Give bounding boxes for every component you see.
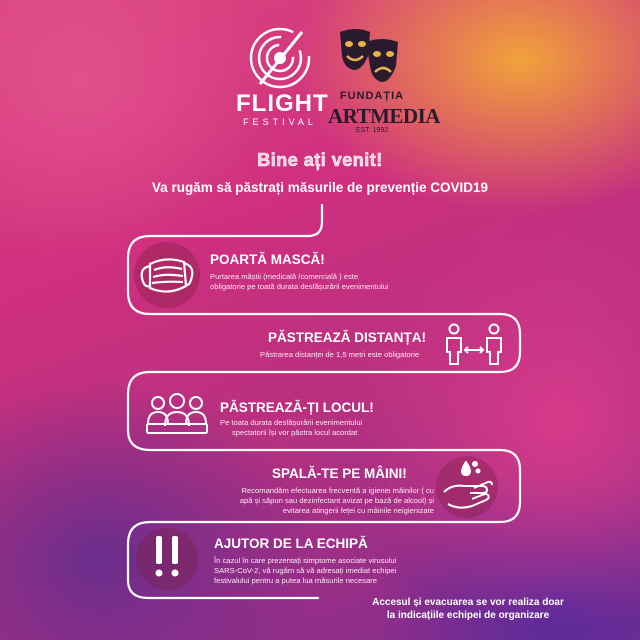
rule-text-line: obligatorie pe toată durata desfășurării evenimentului: [210, 282, 389, 291]
flight-logo-sub: FESTIVAL: [243, 117, 317, 127]
rule-title-mask: POARTĂ MASCĂ!: [210, 252, 325, 267]
artmedia-fund-text: FUNDAȚIA: [339, 90, 405, 102]
rule-title-seat: PĂSTREAZĂ-ȚI LOCUL!: [220, 400, 374, 415]
rule-text-mask: [210, 272, 389, 292]
rule-text-line: În cazul în care prezentați simptome asociate virusului: [214, 556, 397, 565]
footer-line-1: Accesul și evacuarea se vor realiza doar: [372, 597, 564, 608]
rule-text-line: Păstrarea distanței de 1,5 metri este obligatorie: [260, 350, 420, 359]
rule-text-line: evitarea atingerii feței cu mâinile neigienizate: [282, 506, 434, 515]
rule-text-line: SARS-CoV-2, vă rugăm să vă adresați imediat echipei: [214, 566, 397, 575]
welcome-title: Bine ați venit!: [257, 150, 383, 170]
rule-text-line: apă și săpun sau dezinfectant avizat pe bază de alcool) și: [239, 496, 434, 505]
distance-icon: [440, 322, 508, 366]
hand-wash-icon: [438, 458, 496, 516]
rule-text-distance: [260, 350, 419, 360]
rule-text-line: Purtarea măștii (medicală /comercială ) este: [210, 272, 359, 281]
covid-subtitle: Va rugăm să păstrați măsurile de prevenție COVID19: [151, 180, 489, 195]
alert-icon: [150, 534, 186, 580]
audience-icon: [146, 392, 208, 436]
rule-text-seat: [220, 418, 362, 438]
artmedia-est: EST. 1992: [355, 127, 389, 134]
flight-logo-word: FLIGHT: [236, 90, 329, 117]
footer-line-2: la indicațiile echipei de organizare: [386, 610, 550, 621]
rule-title-distance: PĂSTREAZĂ DISTANȚA!: [268, 330, 426, 345]
rule-text-line: Recomandăm efectuarea frecventă a igienei mâinilor ( cu: [241, 486, 434, 495]
rule-text-line: spectatorii își vor păstra locul acordat: [232, 428, 358, 437]
rule-title-hands: SPALĂ-TE PE MÂINI!: [272, 466, 407, 481]
mask-icon: [136, 248, 198, 302]
rule-text-help: [214, 556, 396, 586]
rule-text-hands: [210, 486, 434, 516]
rule-text-line: Pe toata durata desfășurării evenimentului: [220, 418, 363, 427]
rule-text-line: festivalului pentru a putea lua măsurile necesare: [214, 576, 377, 585]
artmedia-word: ARTMEDIA: [328, 104, 440, 128]
rule-title-help: AJUTOR DE LA ECHIPĂ: [214, 536, 368, 551]
footer-note: [318, 596, 618, 622]
